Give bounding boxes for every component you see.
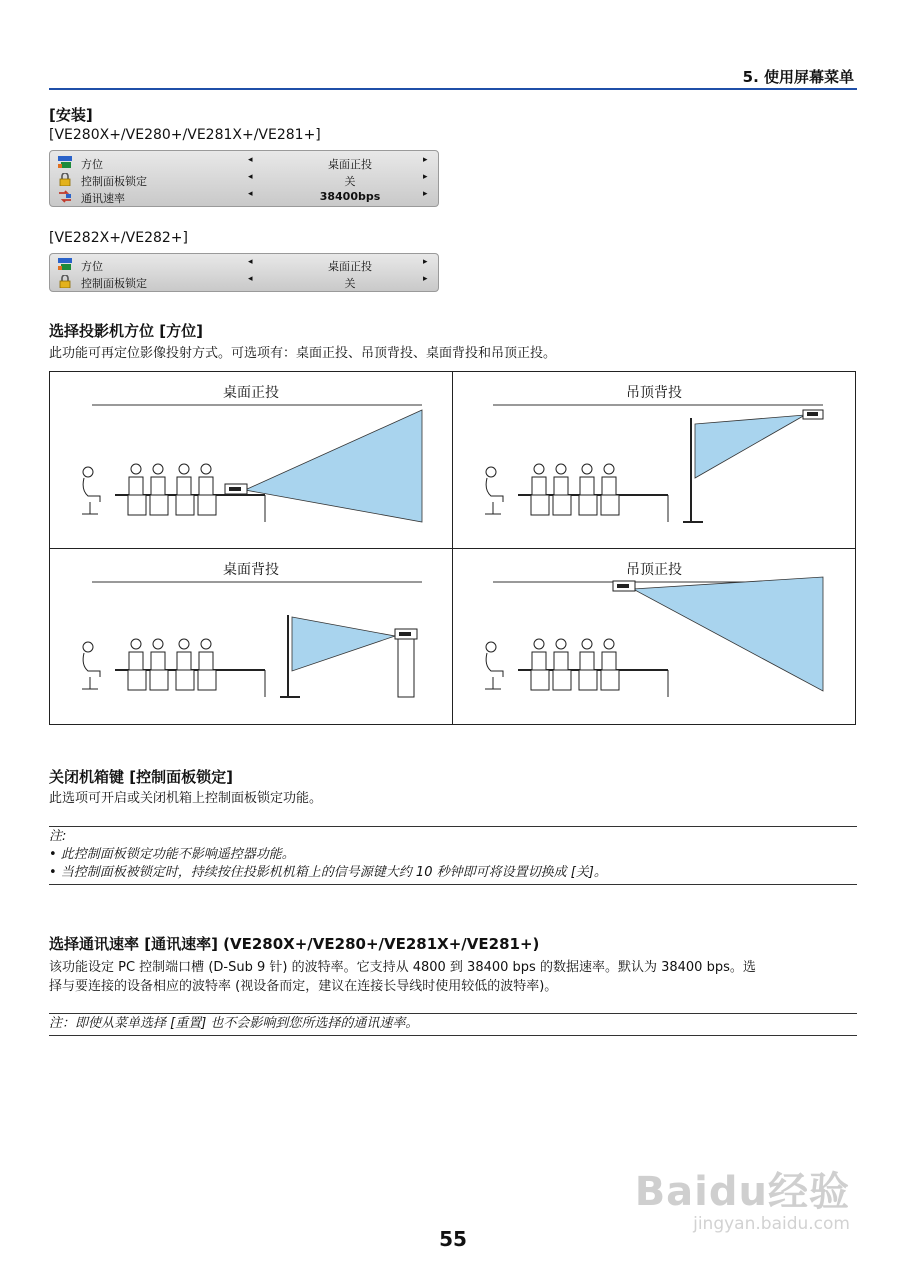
install-title: [安装]: [49, 106, 93, 124]
osd-value: 关: [344, 175, 356, 188]
osd-value: 桌面正投: [328, 158, 372, 171]
right-arrow-icon[interactable]: ▸: [423, 172, 428, 182]
orientation-desc: 此功能可再定位影像投射方式。可选项有：桌面正投、吊顶背投、桌面背投和吊顶正投。: [49, 346, 557, 361]
orientation-title: 选择投影机方位 [方位]: [49, 322, 203, 340]
osd-label: 控制面板锁定: [81, 277, 147, 290]
osd-label: 方位: [81, 158, 103, 171]
orientation-icon: [58, 156, 72, 169]
right-arrow-icon[interactable]: ▸: [423, 155, 428, 165]
osd-value: 38400bps: [319, 190, 381, 203]
panel-title: 吊顶正投: [626, 562, 682, 578]
panel-title: 桌面正投: [223, 385, 279, 401]
panel-desk-front: [50, 372, 452, 548]
osd-value: 关: [344, 277, 356, 290]
desk-rear-scene: [50, 549, 452, 724]
model-list-b: [VE282X+/VE282+]: [49, 230, 188, 246]
header-rule: [49, 88, 857, 90]
comm-desc-line1: 该功能设定 PC 控制端口槽 (D-Sub 9 针) 的波特率。它支持从 4800 到 38400 bps 的数据速率。默认为 38400 bps。选: [49, 960, 756, 975]
orientation-icon: [58, 258, 72, 271]
left-arrow-icon[interactable]: ◂: [248, 189, 253, 199]
panel-title: 吊顶背投: [626, 385, 682, 401]
panel-ceiling-front: [453, 549, 855, 725]
orientation-illustrations: [49, 371, 856, 725]
left-arrow-icon[interactable]: ◂: [248, 155, 253, 165]
watermark-brand: Baidu经验: [634, 1169, 850, 1215]
note-rule-bottom: [49, 884, 857, 885]
ceiling-rear-scene: [453, 372, 855, 548]
lock-desc: 此选项可开启或关闭机箱上控制面板锁定功能。: [49, 791, 323, 806]
note-item: • 当控制面板被锁定时，持续按住投影机机箱上的信号源键大约 10 秒钟即可将设置切换成 [关]。: [49, 865, 607, 880]
model-list-a: [VE280X+/VE280+/VE281X+/VE281+]: [49, 127, 321, 143]
page-number: 55: [439, 1227, 467, 1251]
desk-front-scene: [50, 372, 452, 548]
osd-value: 桌面正投: [328, 260, 372, 273]
panel-ceiling-rear: [453, 372, 855, 548]
left-arrow-icon[interactable]: ◂: [248, 257, 253, 267]
osd-row-panel-lock[interactable]: [50, 171, 438, 188]
note-label: 注:: [49, 829, 67, 844]
panel-desk-rear: [50, 549, 452, 725]
osd-row-orientation[interactable]: [50, 256, 438, 273]
left-arrow-icon[interactable]: ◂: [248, 172, 253, 182]
right-arrow-icon[interactable]: ▸: [423, 189, 428, 199]
note-item: • 此控制面板锁定功能不影响遥控器功能。: [49, 847, 295, 862]
osd-menu-b: [49, 253, 439, 292]
ceiling-front-scene: [453, 549, 855, 724]
lock-icon: [58, 275, 72, 288]
comm-title: 选择通讯速率 [通讯速率] (VE280X+/VE280+/VE281X+/VE281+): [49, 935, 540, 953]
comm-note-rule-top: [49, 1013, 857, 1014]
lock-title: 关闭机箱键 [控制面板锁定]: [49, 768, 233, 786]
osd-label: 方位: [81, 260, 103, 273]
right-arrow-icon[interactable]: ▸: [423, 257, 428, 267]
lock-icon: [58, 173, 72, 186]
osd-label: 控制面板锁定: [81, 175, 147, 188]
osd-label: 通讯速率: [81, 192, 125, 205]
left-arrow-icon[interactable]: ◂: [248, 274, 253, 284]
osd-row-orientation[interactable]: [50, 154, 438, 171]
chapter-title: 5. 使用屏幕菜单: [742, 68, 854, 86]
comm-note: 注：即使从菜单选择 [重置] 也不会影响到您所选择的通讯速率。: [49, 1016, 419, 1031]
comm-note-rule-bottom: [49, 1035, 857, 1036]
osd-row-comm-speed[interactable]: [50, 188, 438, 205]
right-arrow-icon[interactable]: ▸: [423, 274, 428, 284]
note-rule-top: [49, 826, 857, 827]
panel-title: 桌面背投: [223, 562, 279, 578]
watermark-url: jingyan.baidu.com: [693, 1214, 850, 1234]
osd-row-panel-lock[interactable]: [50, 273, 438, 290]
comm-desc-line2: 择与要连接的设备相应的波特率 (视设备而定，建议在连接长导线时使用较低的波特率)。: [49, 979, 558, 994]
communication-icon: [58, 190, 72, 203]
osd-menu-a: [49, 150, 439, 207]
